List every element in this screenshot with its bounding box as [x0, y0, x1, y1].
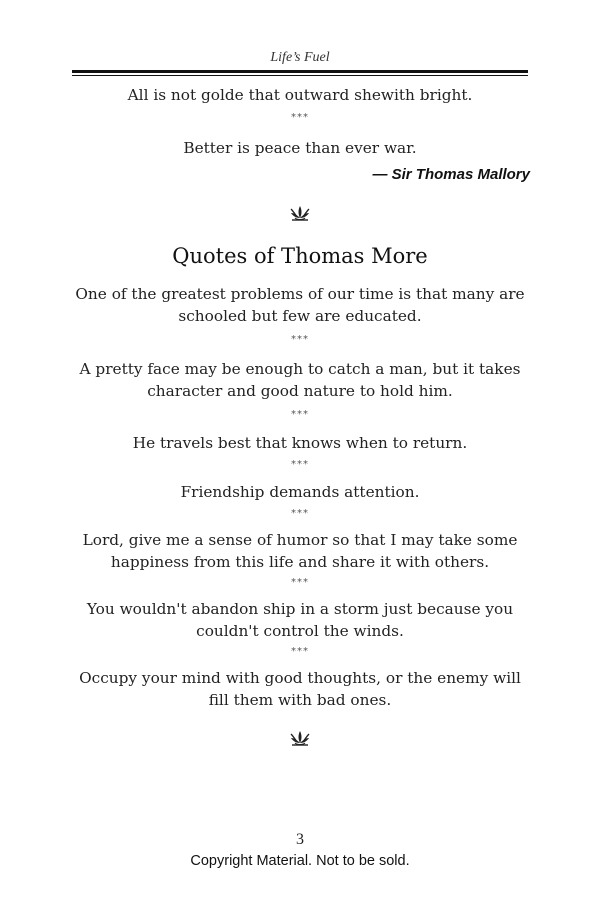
quote-separator: *** — [291, 577, 309, 588]
lotus-ornament-icon — [288, 728, 312, 748]
quote-text: Occupy your mind with good thoughts, or the enemy will fill them with bad ones. — [79, 669, 521, 709]
header-rule-thick — [72, 70, 528, 73]
quote-text: He travels best that knows when to return. — [132, 434, 468, 452]
quote-separator: *** — [291, 508, 309, 519]
quote-line: Better is peace than ever war. — [183, 139, 417, 157]
quote-text: A pretty face may be enough to catch a man, but it takes character and good nature to hold him. — [79, 360, 521, 400]
lotus-ornament-icon — [288, 203, 312, 223]
quote-separator: *** — [291, 409, 309, 420]
quote-text: Lord, give me a sense of humor so that I may take some happiness from this life and share it with others. — [82, 531, 518, 571]
quote-separator: *** — [291, 459, 309, 470]
page-number: 3 — [296, 831, 304, 848]
quote-text: You wouldn't abandon ship in a storm just because you couldn't control the winds. — [86, 600, 514, 640]
quote-attribution: — Sir Thomas Mallory — [372, 166, 530, 183]
quote-text: Friendship demands attention. — [180, 483, 420, 501]
quote-separator: *** — [291, 646, 309, 657]
running-head: Life’s Fuel — [270, 50, 330, 65]
section-title: Quotes of Thomas More — [172, 244, 428, 268]
header-rule-thin — [72, 75, 528, 76]
quote-separator: *** — [291, 334, 309, 345]
quote-text: One of the greatest problems of our time is that many are schooled but few are educated. — [75, 285, 525, 325]
copyright-notice: Copyright Material. Not to be sold. — [190, 853, 410, 869]
quote-line: All is not golde that outward shewith bright. — [127, 86, 473, 104]
quote-separator: *** — [291, 112, 309, 123]
